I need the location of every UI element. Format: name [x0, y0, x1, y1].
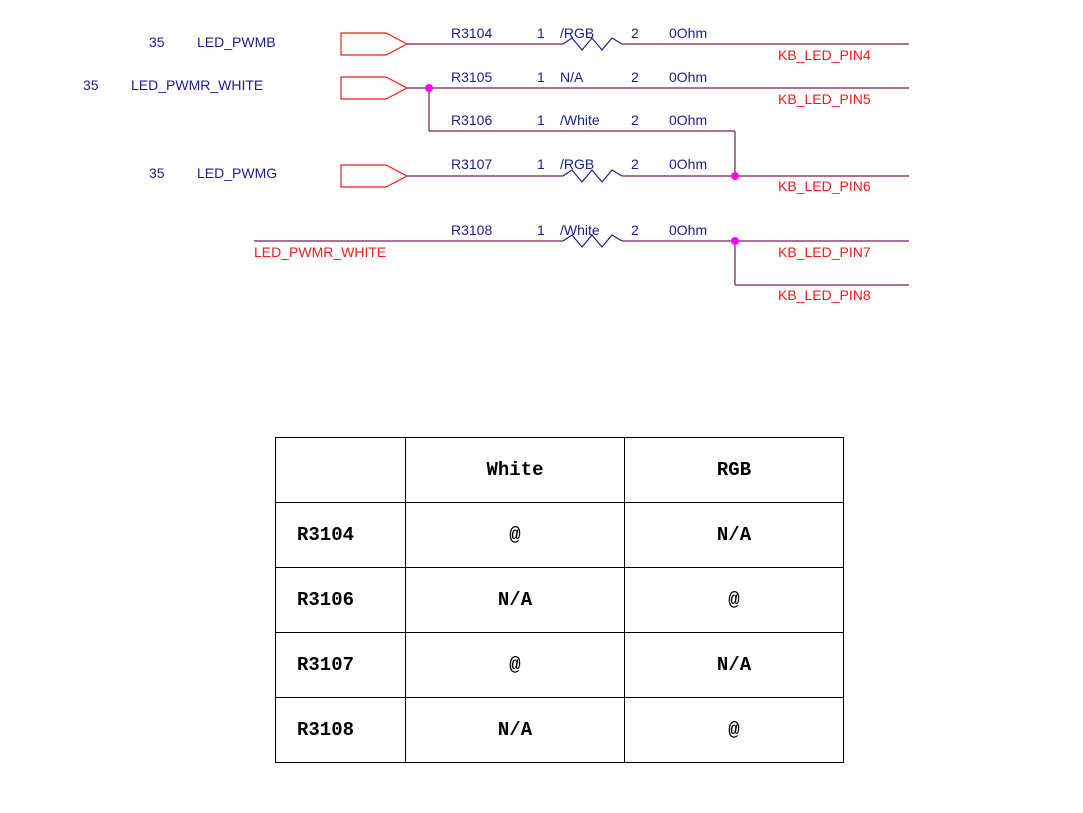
- table-cell-rgb: N/A: [625, 633, 844, 698]
- input-ref-pwmb: 35: [149, 34, 165, 50]
- table-cell-ref: R3107: [276, 633, 406, 698]
- table-cell-white: N/A: [406, 568, 625, 633]
- junction-dot: [731, 172, 739, 180]
- table-cell-white: @: [406, 633, 625, 698]
- port-symbol-pwmb: [341, 33, 407, 55]
- input-ref-pwmg: 35: [149, 165, 165, 181]
- junction-dot: [731, 237, 739, 245]
- resistor-r3108-ref: R3108: [451, 222, 493, 238]
- table-row: [276, 633, 844, 698]
- resistor-r3104-value: 0Ohm: [669, 25, 708, 41]
- resistor-r3105-value: 0Ohm: [669, 69, 708, 85]
- resistor-r3107-variant: /RGB: [560, 156, 595, 172]
- table-header-row: [276, 438, 844, 503]
- resistor-assignment-table: [275, 437, 844, 763]
- resistor-r3108-pin1: 1: [537, 222, 545, 238]
- port-symbol-pwmr-white: [341, 77, 407, 99]
- table-header-cell: White: [406, 438, 625, 503]
- table-cell-ref: R3108: [276, 698, 406, 763]
- input-net-pwmg: LED_PWMG: [197, 165, 278, 181]
- resistor-r3104-ref: R3104: [451, 25, 493, 41]
- resistor-r3108-variant: /White: [560, 222, 600, 238]
- resistor-r3104-pin1: 1: [537, 25, 545, 41]
- junction-dot: [425, 84, 433, 92]
- resistor-r3105-ref: R3105: [451, 69, 493, 85]
- resistor-r3107-ref: R3107: [451, 156, 493, 172]
- output-net-pin4: KB_LED_PIN4: [778, 47, 871, 63]
- output-net-pin7: KB_LED_PIN7: [778, 244, 871, 260]
- table-header-cell: [276, 438, 406, 503]
- table-cell-ref: R3106: [276, 568, 406, 633]
- resistor-r3106-value: 0Ohm: [669, 112, 708, 128]
- table-row: [276, 503, 844, 568]
- table-cell-white: @: [406, 503, 625, 568]
- resistor-r3106-variant: /White: [560, 112, 600, 128]
- resistor-r3107-value: 0Ohm: [669, 156, 708, 172]
- resistor-r3108-value: 0Ohm: [669, 222, 708, 238]
- table-row: [276, 568, 844, 633]
- input-ref-pwmr-white: 35: [83, 77, 99, 93]
- offpage-net-label: LED_PWMR_WHITE: [254, 244, 387, 260]
- resistor-r3104-variant: /RGB: [560, 25, 595, 41]
- resistor-r3104-pin2: 2: [631, 25, 639, 41]
- output-net-pin8: KB_LED_PIN8: [778, 287, 871, 303]
- resistor-r3107-pin2: 2: [631, 156, 639, 172]
- resistor-r3107-pin1: 1: [537, 156, 545, 172]
- table-header-cell: RGB: [625, 438, 844, 503]
- table-cell-rgb: @: [625, 698, 844, 763]
- output-net-pin6: KB_LED_PIN6: [778, 178, 871, 194]
- table-cell-ref: R3104: [276, 503, 406, 568]
- resistor-r3105-pin2: 2: [631, 69, 639, 85]
- table-cell-rgb: N/A: [625, 503, 844, 568]
- output-net-pin5: KB_LED_PIN5: [778, 91, 871, 107]
- table-cell-rgb: @: [625, 568, 844, 633]
- input-net-pwmb: LED_PWMB: [197, 34, 276, 50]
- table-cell-white: N/A: [406, 698, 625, 763]
- table-row: [276, 698, 844, 763]
- resistor-r3106-pin1: 1: [537, 112, 545, 128]
- resistor-r3105-pin1: 1: [537, 69, 545, 85]
- resistor-r3108-pin2: 2: [631, 222, 639, 238]
- input-net-pwmr-white: LED_PWMR_WHITE: [131, 77, 264, 93]
- resistor-r3106-pin2: 2: [631, 112, 639, 128]
- port-symbol-pwmg: [341, 165, 407, 187]
- resistor-r3105-variant: N/A: [560, 69, 584, 85]
- resistor-r3106-ref: R3106: [451, 112, 493, 128]
